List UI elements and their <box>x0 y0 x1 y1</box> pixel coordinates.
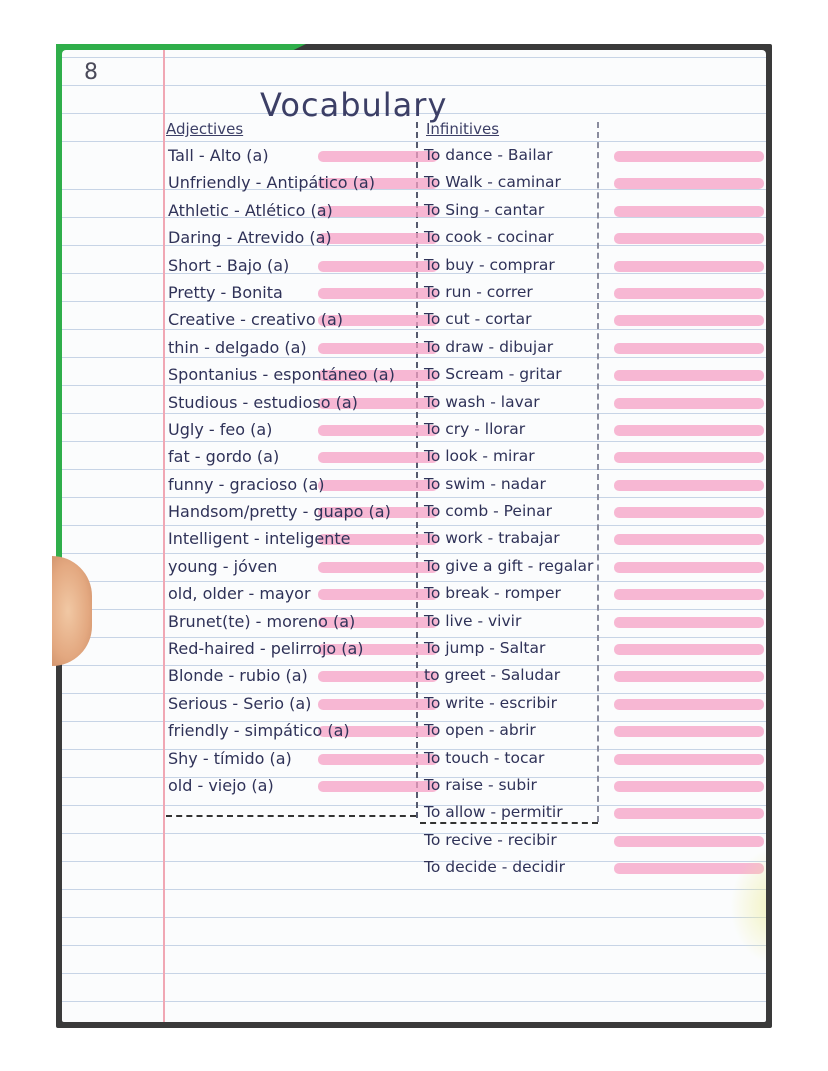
vocab-text: To wash - lavar <box>424 392 540 411</box>
vocab-text: To allow - permitir <box>424 803 563 822</box>
vocab-text: To write - escribir <box>424 693 557 712</box>
vocab-text: Creative - creativo (a) <box>168 310 344 330</box>
highlight-mark <box>318 206 438 217</box>
infinitives-end-line <box>420 822 598 824</box>
vocab-text: funny - gracioso (a) <box>168 474 325 494</box>
infinitive-item <box>424 252 596 279</box>
vocab-text: friendly - simpático (a) <box>168 721 350 741</box>
highlight-mark <box>614 507 764 518</box>
adjective-item <box>168 772 413 799</box>
vocab-text: to greet - Saludar <box>424 666 561 685</box>
vocab-text: Unfriendly - Antipático (a) <box>168 173 375 193</box>
vocab-text: To draw - dibujar <box>424 337 554 356</box>
vocab-text: thin - delgado (a) <box>168 337 307 357</box>
vocab-text: To give a gift - regalar <box>424 556 594 575</box>
highlight-mark <box>614 562 764 573</box>
highlight-mark <box>318 671 438 682</box>
adjective-item <box>168 389 413 416</box>
highlight-mark <box>318 233 438 244</box>
infinitive-item <box>424 471 596 498</box>
adjectives-header: Adjectives <box>166 120 244 138</box>
margin-line <box>163 50 165 1022</box>
adjectives-list <box>168 142 413 799</box>
infinitive-item <box>424 361 596 388</box>
highlight-mark <box>614 206 764 217</box>
infinitive-item <box>424 224 596 251</box>
infinitive-item <box>424 416 596 443</box>
highlight-mark <box>318 781 438 792</box>
vocab-text: To open - abrir <box>424 721 536 740</box>
highlight-mark <box>614 589 764 600</box>
adjective-item <box>168 443 413 470</box>
adjective-item <box>168 169 413 196</box>
vocab-text: To cut - cortar <box>424 310 532 329</box>
infinitives-list <box>424 142 596 882</box>
adjective-item <box>168 334 413 361</box>
highlight-mark <box>318 754 438 765</box>
infinitive-item <box>424 334 596 361</box>
adjective-item <box>168 416 413 443</box>
adjectives-end-line <box>166 815 416 817</box>
infinitive-item <box>424 525 596 552</box>
vocab-text: Tall - Alto (a) <box>168 146 269 165</box>
vocab-text: To buy - comprar <box>424 255 555 274</box>
adjective-item <box>168 197 413 224</box>
infinitive-item <box>424 498 596 525</box>
page-number: 8 <box>84 60 98 85</box>
vocab-text: Pretty - Bonita <box>168 282 283 302</box>
vocab-text: To Sing - cantar <box>424 200 545 219</box>
vocab-text: Serious - Serio (a) <box>168 693 312 713</box>
vocab-text: Athletic - Atlético (a) <box>168 200 333 220</box>
vocab-text: Intelligent - inteligente <box>168 529 351 549</box>
highlight-mark <box>614 398 764 409</box>
highlight-mark <box>614 178 764 189</box>
highlight-mark <box>614 671 764 682</box>
adjective-item <box>168 690 413 717</box>
highlight-mark <box>614 233 764 244</box>
vocab-text: young - jóven <box>168 556 278 576</box>
infinitive-item <box>424 142 596 169</box>
vocab-text: To jump - Saltar <box>424 639 546 658</box>
adjective-item <box>168 635 413 662</box>
highlight-mark <box>318 151 438 162</box>
vocab-text: To swim - nadar <box>424 474 546 493</box>
vocab-text: Daring - Atrevido (a) <box>168 228 332 248</box>
vocab-text: To dance - Bailar <box>424 146 553 164</box>
highlight-mark <box>318 562 438 573</box>
page-title: Vocabulary <box>260 86 448 124</box>
infinitive-item <box>424 717 596 744</box>
highlight-mark <box>614 754 764 765</box>
highlight-mark <box>614 288 764 299</box>
vocab-text: fat - gordo (a) <box>168 447 280 467</box>
adjective-item <box>168 471 413 498</box>
vocab-text: old, older - mayor <box>168 584 311 604</box>
vocab-text: To Scream - gritar <box>424 365 562 384</box>
infinitive-item <box>424 690 596 717</box>
infinitive-item <box>424 745 596 772</box>
infinitive-item <box>424 169 596 196</box>
infinitive-item <box>424 662 596 689</box>
highlight-mark <box>614 781 764 792</box>
vocab-text: Handsom/pretty - guapo (a) <box>168 502 391 522</box>
highlight-mark <box>318 261 438 272</box>
infinitive-item <box>424 827 596 854</box>
highlight-mark <box>614 261 764 272</box>
adjective-item <box>168 717 413 744</box>
infinitive-item <box>424 389 596 416</box>
highlight-mark <box>318 452 438 463</box>
vocab-text: Ugly - feo (a) <box>168 419 273 439</box>
adjective-item <box>168 306 413 333</box>
infinitive-item <box>424 635 596 662</box>
notebook-page <box>62 50 766 1022</box>
vocab-text: To run - correr <box>424 282 533 301</box>
vocab-text: To comb - Peinar <box>424 502 552 521</box>
adjective-item <box>168 361 413 388</box>
highlight-mark <box>614 151 764 162</box>
highlight-mark <box>318 480 438 491</box>
adjective-item <box>168 279 413 306</box>
infinitive-item <box>424 443 596 470</box>
highlight-mark <box>614 425 764 436</box>
adjective-item <box>168 525 413 552</box>
vocab-text: To break - romper <box>424 584 561 603</box>
adjective-item <box>168 142 413 169</box>
infinitive-item <box>424 608 596 635</box>
adjective-item <box>168 745 413 772</box>
highlight-mark <box>614 480 764 491</box>
vocab-text: To live - vivir <box>424 611 522 630</box>
highlight-mark <box>318 589 438 600</box>
adjective-item <box>168 662 413 689</box>
highlight-mark <box>614 315 764 326</box>
column-divider <box>416 122 418 818</box>
highlight-mark <box>318 699 438 710</box>
infinitive-item <box>424 197 596 224</box>
infinitives-header: Infinitives <box>426 120 500 138</box>
vocab-text: Studious - estudioso (a) <box>168 392 358 412</box>
highlight-mark <box>614 370 764 381</box>
column-divider-right <box>597 122 599 822</box>
highlight-mark <box>614 343 764 354</box>
vocab-text: Red-haired - pelirrojo (a) <box>168 639 364 659</box>
highlight-mark <box>614 726 764 737</box>
vocab-text: To work - trabajar <box>424 529 560 548</box>
vocab-text: To recive - recibir <box>424 830 557 849</box>
highlight-mark <box>614 617 764 628</box>
vocab-text: To look - mirar <box>424 447 535 466</box>
vocab-text: To Walk - caminar <box>424 173 561 192</box>
vocab-text: Brunet(te) - moreno (a) <box>168 611 356 631</box>
highlight-mark <box>614 808 764 819</box>
vocab-text: To cry - llorar <box>424 419 526 438</box>
highlight-mark <box>318 288 438 299</box>
vocab-text: To raise - subir <box>424 775 537 794</box>
vocab-text: Shy - tímido (a) <box>168 748 292 768</box>
vocab-text: Spontanius - espontáneo (a) <box>168 365 395 385</box>
highlight-mark <box>614 452 764 463</box>
highlight-mark <box>318 425 438 436</box>
infinitive-item <box>424 553 596 580</box>
vocab-text: To touch - tocar <box>424 748 545 767</box>
adjective-item <box>168 498 413 525</box>
vocab-text: To decide - decidir <box>424 858 565 877</box>
vocab-text: old - viejo (a) <box>168 775 274 795</box>
paper-stain <box>730 846 766 966</box>
adjective-item <box>168 224 413 251</box>
vocab-text: To cook - cocinar <box>424 228 554 247</box>
vocab-text: Short - Bajo (a) <box>168 255 290 275</box>
infinitive-item <box>424 279 596 306</box>
highlight-mark <box>318 343 438 354</box>
highlight-mark <box>614 699 764 710</box>
adjective-item <box>168 580 413 607</box>
infinitive-item <box>424 772 596 799</box>
infinitive-item <box>424 580 596 607</box>
highlight-mark <box>614 644 764 655</box>
adjective-item <box>168 553 413 580</box>
infinitive-item <box>424 854 596 881</box>
adjective-item <box>168 608 413 635</box>
infinitive-item <box>424 306 596 333</box>
vocab-text: Blonde - rubio (a) <box>168 666 308 686</box>
highlight-mark <box>614 534 764 545</box>
adjective-item <box>168 252 413 279</box>
